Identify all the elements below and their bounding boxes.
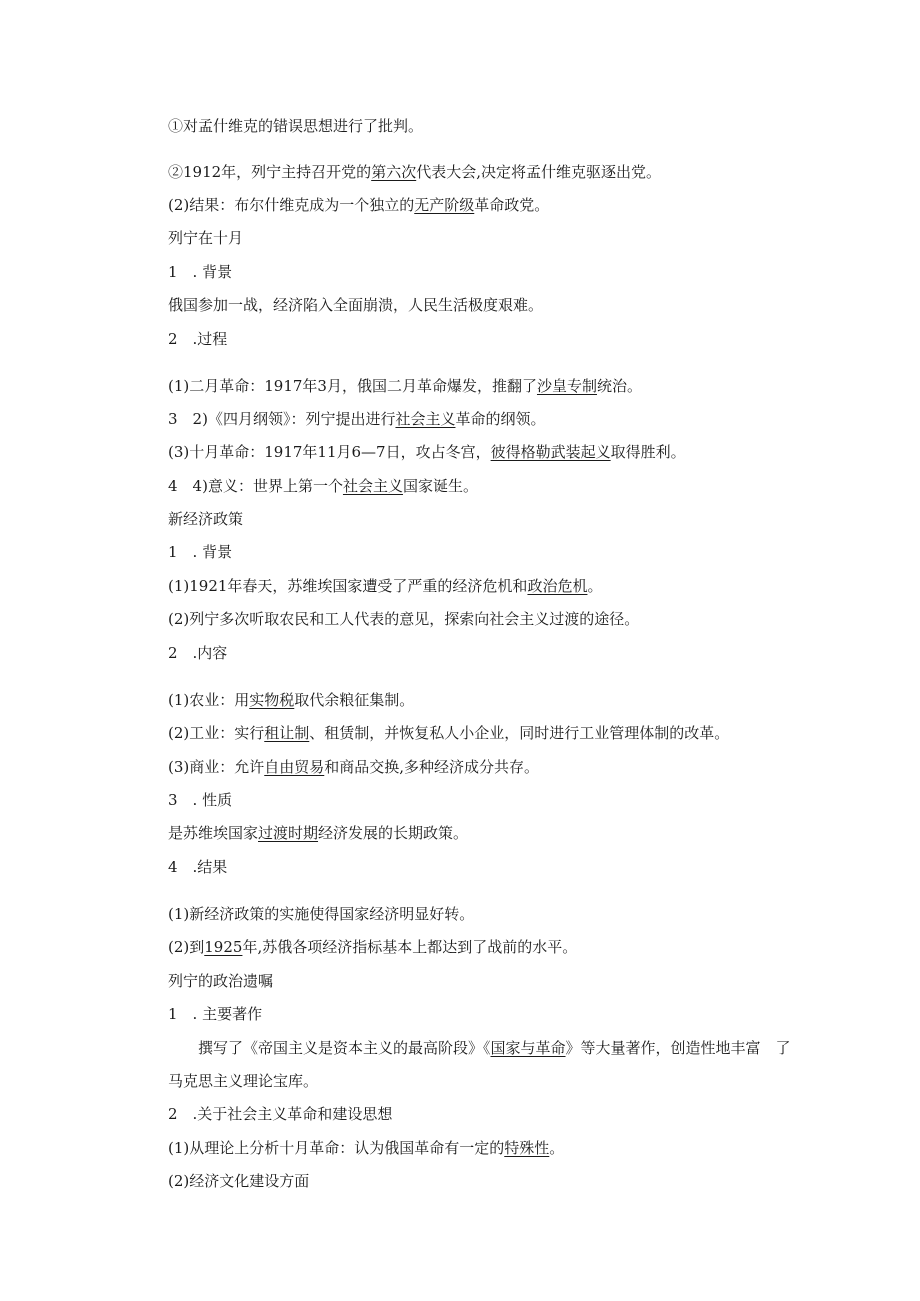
line-26 [168,1004,262,1024]
line-20 [168,790,232,810]
text-segment: 4 4)意义：世界上第一个 [168,477,343,495]
text-segment: 》等大量著作，创造性地丰富 了 [565,1039,791,1057]
line-18 [168,723,729,743]
text-segment: (1)新经济政策的实施使得国家经济明显好转。 [168,905,475,923]
line-17 [168,690,414,710]
text-segment: 新经济政策 [168,510,244,528]
line-08 [168,376,642,396]
text-segment: 革命政党。 [474,196,550,214]
text-segment: (2)经济文化建设方面 [168,1172,310,1190]
text-segment: (2)到 [168,938,205,956]
text-segment: 。 [587,577,603,595]
text-segment: ②1912年，列宁主持召开党的 [168,163,372,181]
text-segment: 2 .过程 [168,330,228,348]
line-06 [168,295,543,315]
underlined-term: 政治危机 [527,577,588,595]
text-segment: 国家诞生。 [402,477,478,495]
section-heading [168,228,243,248]
line-23 [168,904,474,924]
text-segment: 撰写了《帝国主义是资本主义的最高阶段》《 [198,1039,491,1057]
line-22 [168,857,227,877]
underlined-term: 实物税 [249,691,295,709]
text-segment: 取得胜利。 [610,443,686,461]
line-24 [168,937,577,957]
text-segment: 革命的纲领。 [455,410,546,428]
line-01 [168,116,423,136]
text-segment: 和商品交换,多种经济成分共存。 [324,758,540,776]
text-segment: (3)商业：允许 [168,758,265,776]
text-segment: (2)列宁多次听取农民和工人代表的意见，探索向社会主义过渡的途径。 [168,610,640,628]
underlined-term: 第六次 [371,163,417,181]
text-segment: 代表大会,决定将孟什维克驱逐出党。 [416,163,661,181]
underlined-term: 1925 [204,938,243,956]
text-segment: 取代余粮征集制。 [294,691,415,709]
line-31 [168,1171,309,1191]
line-10 [168,442,686,462]
underlined-term: 过渡时期 [258,824,319,842]
line-09 [168,409,545,429]
underlined-term: 租让制 [264,724,310,742]
text-segment: 列宁的政治遗嘱 [168,972,274,990]
text-segment: (1)农业：用 [168,691,250,709]
line-07 [168,329,227,349]
text-segment: 4 .结果 [168,858,228,876]
underlined-term: 特殊性 [504,1139,550,1157]
text-segment: 经济发展的长期政策。 [318,824,469,842]
line-21 [168,823,468,843]
section-heading [168,971,273,991]
text-segment: 2 .关于社会主义革命和建设思想 [168,1105,393,1123]
line-13 [168,542,232,562]
text-segment: (3)十月革命：1917年11月6—7日，攻占冬宫， [168,443,491,461]
text-segment: 2 .内容 [168,644,228,662]
text-segment: 3 . 性质 [168,791,233,809]
line-16 [168,643,227,663]
text-segment: 俄国参加一战，经济陷入全面崩溃，人民生活极度艰难。 [168,296,544,314]
line-28 [168,1071,318,1091]
text-segment: (1)二月革命：1917年3月，俄国二月革命爆发，推翻了 [168,377,537,395]
text-segment: 。 [549,1139,565,1157]
text-segment: 年,苏俄各项经济指标基本上都达到了战前的水平。 [242,938,578,956]
underlined-term: 沙皇专制 [536,377,597,395]
section-heading [168,509,243,529]
line-03 [168,195,549,215]
line-05 [168,262,232,282]
text-segment: (1)从理论上分析十月革命：认为俄国革命有一定的 [168,1139,505,1157]
line-27 [198,1038,791,1058]
text-segment: (2)工业：实行 [168,724,265,742]
text-segment: 是苏维埃国家 [168,824,259,842]
text-segment: 1 . 主要著作 [168,1005,263,1023]
line-30 [168,1138,564,1158]
text-segment: 1 . 背景 [168,543,233,561]
line-11 [168,476,478,496]
underlined-term: 社会主义 [342,477,403,495]
text-segment: 马克思主义理论宝库。 [168,1072,319,1090]
underlined-term: 国家与革命 [490,1039,566,1057]
line-19 [168,757,539,777]
underlined-term: 社会主义 [395,410,456,428]
text-segment: (2)结果：布尔什维克成为一个独立的 [168,196,415,214]
text-segment: 、租赁制，并恢复私人小企业，同时进行工业管理体制的改革。 [309,724,730,742]
text-segment: 列宁在十月 [168,229,244,247]
underlined-term: 自由贸易 [264,758,325,776]
text-segment: ①对孟什维克的错误思想进行了批判。 [168,117,424,135]
text-segment: 3 2)《四月纲领》：列宁提出进行 [168,410,396,428]
text-segment: (1)1921年春天，苏维埃国家遭受了严重的经济危机和 [168,577,528,595]
line-14 [168,576,602,596]
line-29 [168,1104,392,1124]
underlined-term: 彼得格勒武装起义 [490,443,611,461]
text-segment: 统治。 [596,377,642,395]
text-segment: 1 . 背景 [168,263,233,281]
underlined-term: 无产阶级 [414,196,475,214]
line-15 [168,609,639,629]
line-02 [168,162,661,182]
